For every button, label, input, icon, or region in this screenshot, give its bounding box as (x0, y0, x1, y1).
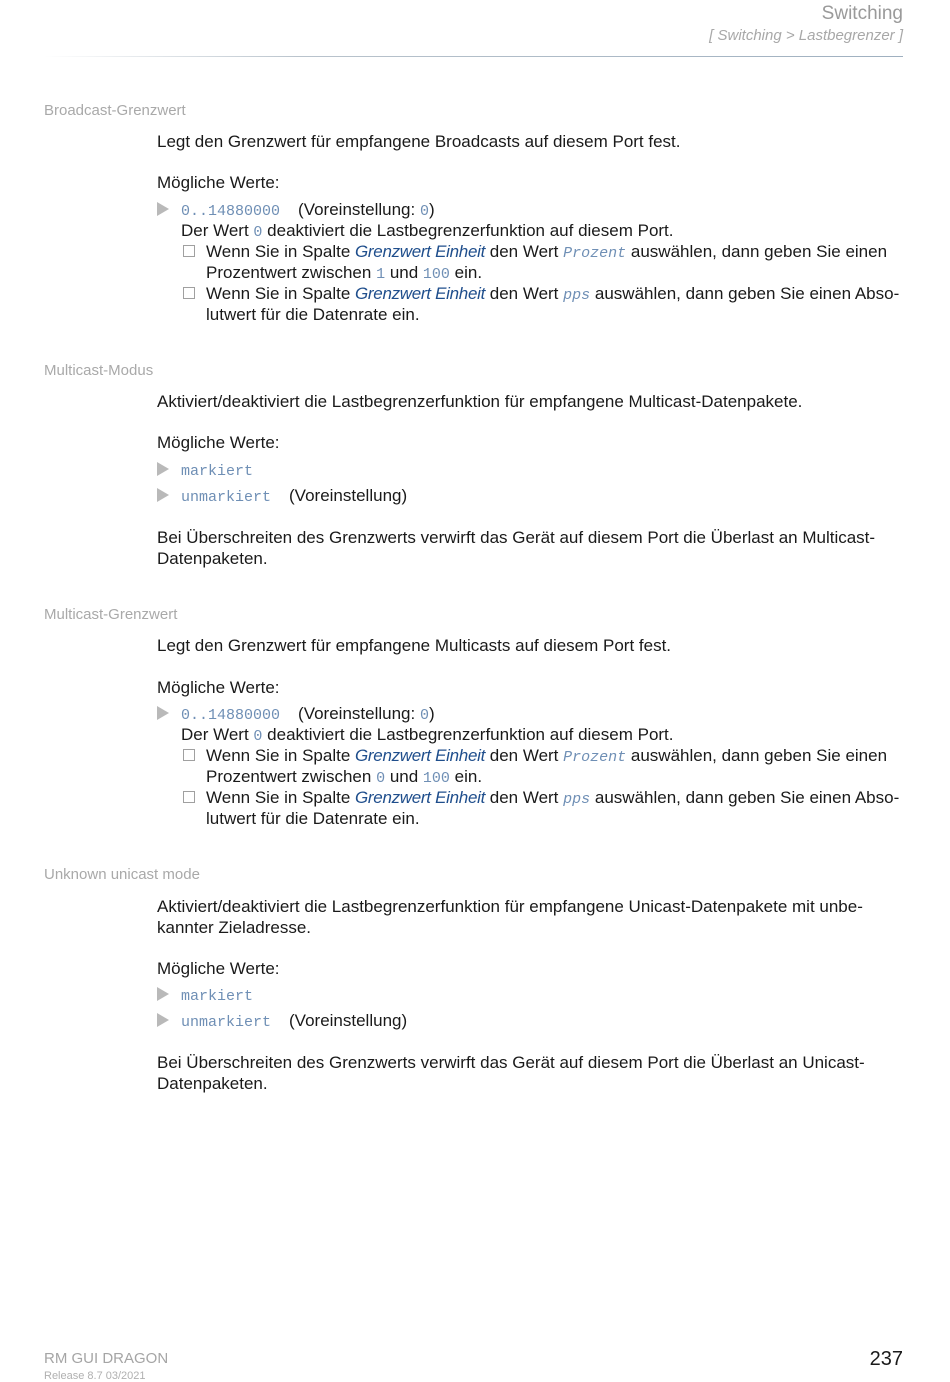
zero-prefix: Der Wert (181, 725, 254, 744)
unicast-description-2: kannter Zieladresse. (157, 918, 312, 937)
value-pps: pps (563, 791, 591, 808)
multicast-threshold-description: Legt den Grenzwert für empfangene Multicasts auf diesem Port fest. (157, 636, 672, 655)
multicast-mode-note-2: Datenpaketen. (157, 549, 268, 568)
section-label-unknown-unicast: Unknown unicast mode (44, 866, 200, 883)
zero-prefix: Der Wert (181, 221, 254, 240)
value-pps: pps (563, 287, 591, 304)
percent-min: 1 (376, 266, 386, 283)
sub-text: den Wert (485, 242, 564, 261)
unicast-values-label: Mögliche Werte: (157, 959, 280, 978)
multicast-range-item (181, 703, 435, 726)
zero-suffix: deaktiviert die Lastbegrenzerfunktion auf diesem Port. (262, 725, 674, 744)
option-marked (181, 984, 253, 1007)
option-value: unmarkiert (181, 1014, 272, 1031)
sub-text: Prozentwert zwischen (206, 263, 377, 282)
sub-text: und (385, 767, 423, 786)
broadcast-sub-item-percent-cont (206, 262, 482, 285)
broadcast-sub-item-pps-cont: lutwert für die Datenrate ein. (206, 305, 420, 324)
broadcast-description: Legt den Grenzwert für empfangene Broadcasts auf diesem Port fest. (157, 132, 681, 151)
bullet-arrow-icon (157, 987, 169, 1001)
percent-max: 100 (422, 266, 450, 283)
multicast-mode-values-label: Mögliche Werte: (157, 433, 280, 452)
option-marked (181, 459, 253, 482)
multicast-mode-description: Aktiviert/deaktiviert die Lastbegrenzerfunktion für empfangene Multicast-Datenpakete. (157, 392, 803, 411)
sub-text: Wenn Sie in Spalte (206, 284, 355, 303)
footer-release: Release 8.7 03/2021 (44, 1370, 146, 1382)
section-label-broadcast-threshold: Broadcast-Grenzwert (44, 102, 186, 119)
sub-text: Wenn Sie in Spalte (206, 746, 355, 765)
broadcast-sub-item-percent (206, 241, 887, 264)
column-reference: Grenzwert Einheit (355, 746, 486, 765)
broadcast-sub-item-pps (206, 283, 899, 306)
sub-text: Wenn Sie in Spalte (206, 242, 355, 261)
section-label-multicast-threshold: Multicast-Grenzwert (44, 606, 178, 623)
option-unmarked (181, 1010, 407, 1033)
footer-product: RM GUI DRAGON (44, 1350, 169, 1367)
zero-value: 0 (253, 224, 263, 241)
default-suffix: ) (428, 704, 435, 723)
sub-text: und (385, 263, 423, 282)
sub-text: auswählen, dann geben Sie einen Abso- (590, 788, 900, 807)
zero-value: 0 (253, 728, 263, 745)
header-title: Switching (821, 3, 903, 24)
option-value: markiert (181, 988, 254, 1005)
checkbox-bullet-icon (183, 791, 195, 803)
default-prefix: (Voreinstellung: (298, 200, 420, 219)
sub-text: auswählen, dann geben Sie einen (626, 746, 888, 765)
default-value: 0 (419, 203, 429, 220)
breadcrumb: [ Switching > Lastbegrenzer ] (709, 27, 903, 44)
sub-text: ein. (449, 767, 483, 786)
sub-text: den Wert (485, 284, 564, 303)
multicast-sub-item-pps-cont: lutwert für die Datenrate ein. (206, 809, 420, 828)
percent-max: 100 (422, 770, 450, 787)
default-value: 0 (419, 707, 429, 724)
zero-suffix: deaktiviert die Lastbegrenzerfunktion auf diesem Port. (262, 221, 674, 240)
sub-text: Wenn Sie in Spalte (206, 788, 355, 807)
checkbox-bullet-icon (183, 287, 195, 299)
value-percent: Prozent (563, 245, 627, 262)
value-percent: Prozent (563, 749, 627, 766)
sub-text: auswählen, dann geben Sie einen Abso- (590, 284, 900, 303)
multicast-sub-item-percent-cont (206, 766, 482, 789)
sub-text: ein. (449, 263, 483, 282)
multicast-sub-item-percent (206, 745, 887, 768)
checkbox-bullet-icon (183, 245, 195, 257)
sub-text: Prozentwert zwischen (206, 767, 377, 786)
multicast-threshold-values-label: Mögliche Werte: (157, 678, 280, 697)
multicast-zero-note (181, 724, 674, 747)
section-label-multicast-mode: Multicast-Modus (44, 362, 154, 379)
option-value: markiert (181, 463, 254, 480)
bullet-arrow-icon (157, 202, 169, 216)
broadcast-range-value: 0..14880000 (181, 203, 281, 220)
broadcast-range-item (181, 199, 435, 222)
column-reference: Grenzwert Einheit (355, 242, 486, 261)
unicast-note-2: Datenpaketen. (157, 1074, 268, 1093)
default-label: (Voreinstellung) (289, 1011, 408, 1030)
range-value: 0..14880000 (181, 707, 281, 724)
percent-min: 0 (376, 770, 386, 787)
sub-text: den Wert (485, 746, 564, 765)
default-suffix: ) (428, 200, 435, 219)
column-reference: Grenzwert Einheit (355, 284, 486, 303)
multicast-mode-note-1: Bei Überschreiten des Grenzwerts verwirft das Gerät auf diesem Port die Überlast an Multicast- (157, 528, 876, 547)
bullet-arrow-icon (157, 706, 169, 720)
page-number: 237 (869, 1348, 903, 1370)
broadcast-values-label: Mögliche Werte: (157, 173, 280, 192)
default-prefix: (Voreinstellung: (298, 704, 420, 723)
unicast-description-1: Aktiviert/deaktiviert die Lastbegrenzerfunktion für empfangene Unicast-Datenpakete mit unbe- (157, 897, 863, 916)
sub-text: auswählen, dann geben Sie einen (626, 242, 888, 261)
option-value: unmarkiert (181, 489, 272, 506)
bullet-arrow-icon (157, 488, 169, 502)
multicast-sub-item-pps (206, 787, 899, 810)
option-unmarked (181, 485, 407, 508)
bullet-arrow-icon (157, 1013, 169, 1027)
default-label: (Voreinstellung) (289, 486, 408, 505)
header-divider (44, 56, 903, 57)
bullet-arrow-icon (157, 462, 169, 476)
sub-text: den Wert (485, 788, 564, 807)
checkbox-bullet-icon (183, 749, 195, 761)
unicast-note-1: Bei Überschreiten des Grenzwerts verwirft das Gerät auf diesem Port die Überlast an Unicast- (157, 1053, 865, 1072)
column-reference: Grenzwert Einheit (355, 788, 486, 807)
broadcast-zero-note (181, 220, 674, 243)
